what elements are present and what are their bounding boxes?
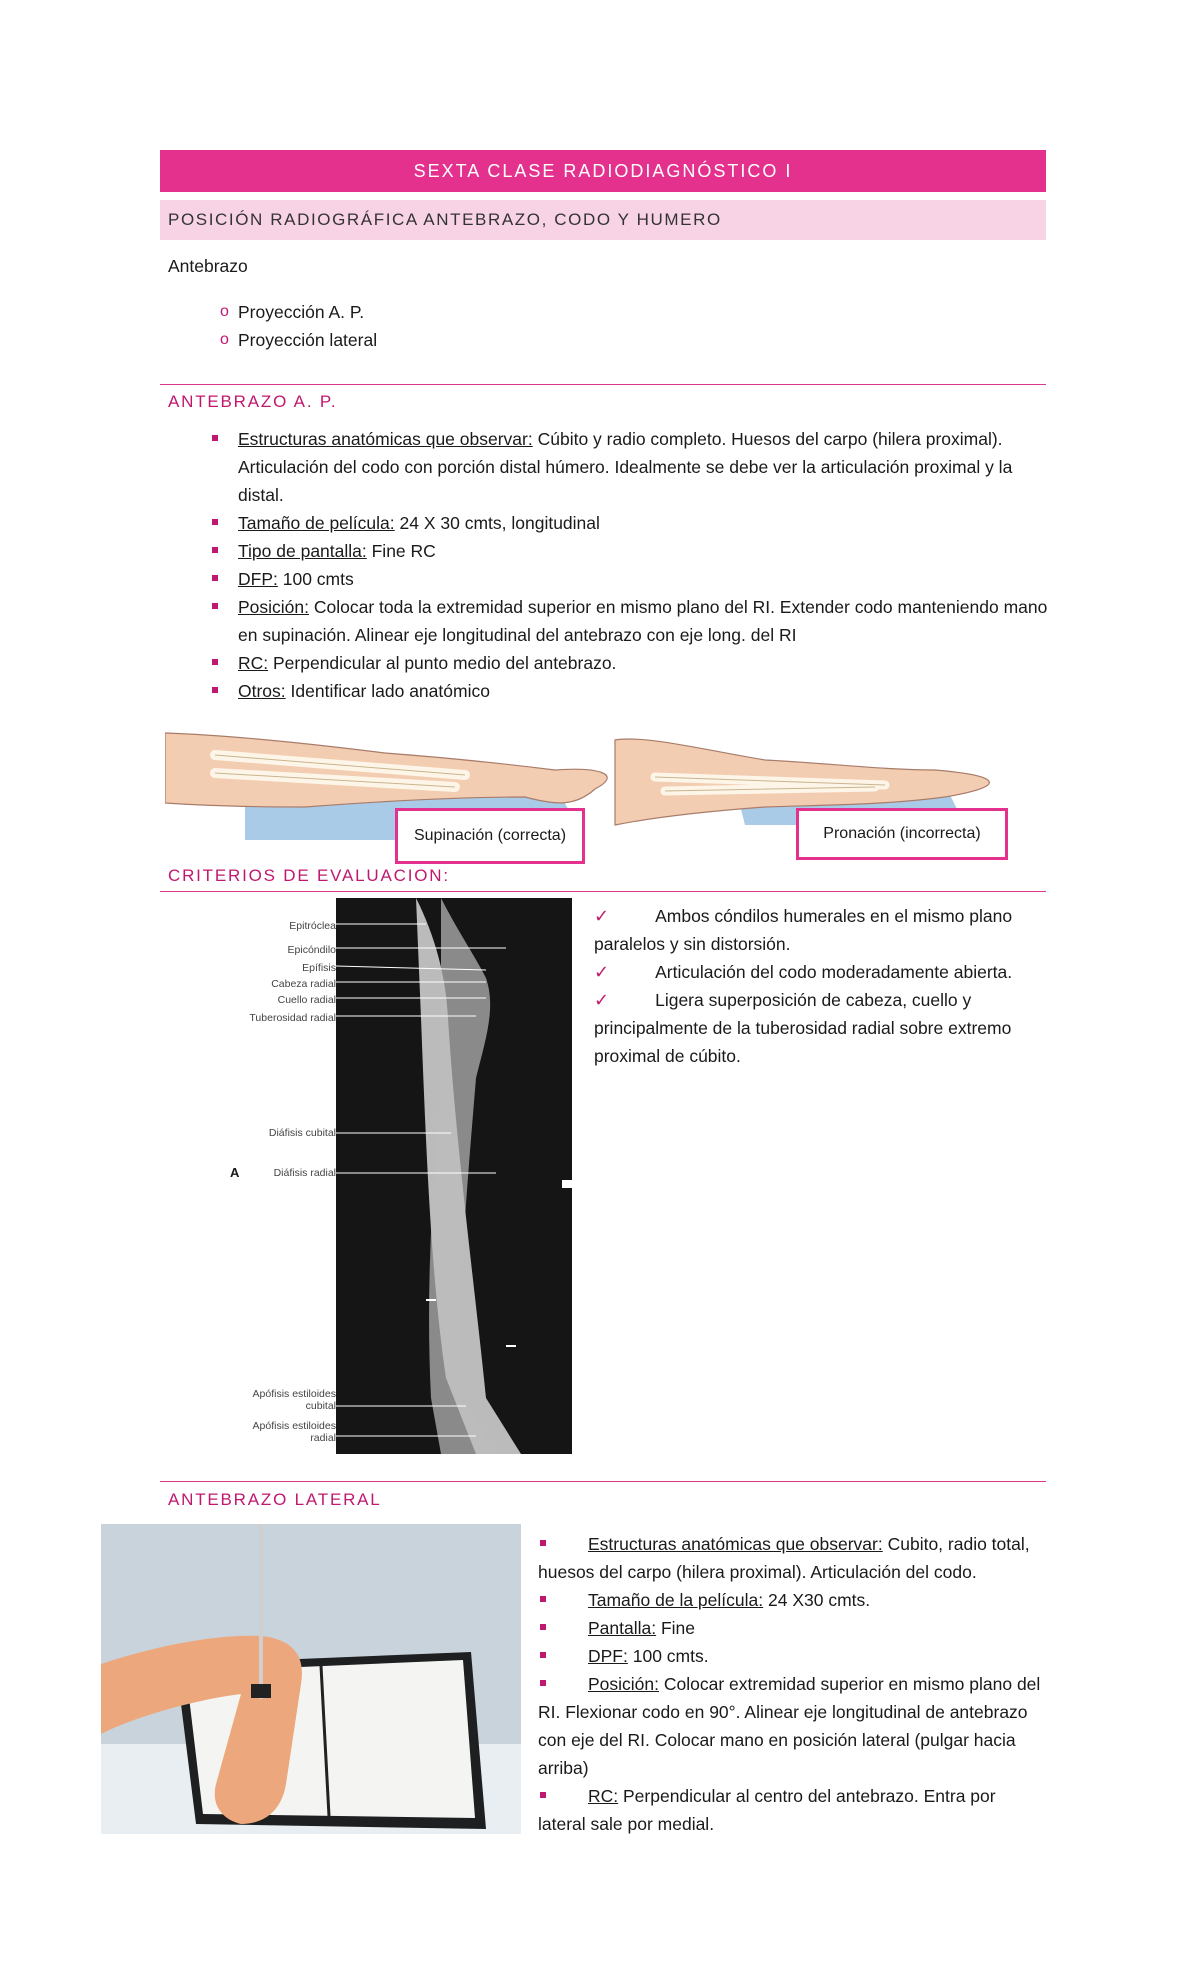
list-item: Tamaño de la película: 24 X30 cmts. bbox=[538, 1586, 1048, 1614]
xray-label: Diáfisis cubital bbox=[268, 1127, 336, 1139]
central-ray bbox=[259, 1524, 263, 1699]
lateral-position-photo bbox=[101, 1524, 521, 1834]
list-item: Posición: Colocar toda la extremidad superior en mismo plano del RI. Extender codo manteniendo mano en supinación. Alinear eje longitudinal del antebrazo con eje long. del RI bbox=[168, 593, 1048, 649]
list-item: Tamaño de película: 24 X 30 cmts, longitudinal bbox=[168, 509, 1048, 537]
xray-label: Epífisis bbox=[302, 962, 336, 974]
criteria-checklist bbox=[594, 902, 1049, 1070]
intro-list bbox=[168, 298, 968, 354]
forearm-xray bbox=[336, 898, 572, 1454]
label-supination: Supinación (correcta) bbox=[395, 808, 585, 864]
list-item: Posición: Colocar extremidad superior en mismo plano del RI. Flexionar codo en 90°. Alinear eje longitudinal de antebrazo con eje del RI. Colocar mano en posición lateral (pulgar hacia arriba) bbox=[538, 1674, 1041, 1778]
check-item: ✓ Ambos cóndilos humerales en el mismo plano paralelos y sin distorsión. bbox=[594, 906, 1013, 954]
section-heading-lateral: ANTEBRAZO LATERAL bbox=[168, 1490, 382, 1509]
list-item: o Proyección A. P. bbox=[220, 302, 365, 322]
list-item: Pantalla: Fine bbox=[538, 1614, 1048, 1642]
xray-label: Cabeza radial bbox=[271, 978, 336, 990]
xray-label: Apófisis estiloides cubital bbox=[252, 1388, 336, 1412]
xray-label: Tuberosidad radial bbox=[249, 1012, 336, 1024]
section-divider bbox=[160, 1481, 1046, 1482]
section-divider bbox=[160, 384, 1046, 385]
xray-label: Epitróclea bbox=[289, 920, 336, 932]
xray-figure-letter: A bbox=[230, 1165, 240, 1180]
list-item: Estructuras anatómicas que observar: Cúbito y radio completo. Huesos del carpo (hilera proximal). Articulación del codo con porción distal húmero. Idealmente se debe ver la articulación proximal y la distal. bbox=[168, 425, 1048, 509]
list-item: Otros: Identificar lado anatómico bbox=[168, 677, 1048, 705]
list-item: DPF: 100 cmts. bbox=[538, 1642, 1048, 1670]
section-heading-criteria: CRITERIOS DE EVALUACION: bbox=[168, 866, 450, 885]
xray-label: Cuello radial bbox=[277, 994, 336, 1006]
section-heading-ap: ANTEBRAZO A. P. bbox=[168, 392, 338, 411]
list-item: Tipo de pantalla: Fine RC bbox=[168, 537, 1048, 565]
section-divider bbox=[160, 891, 1046, 892]
intro-label: Antebrazo bbox=[168, 256, 248, 276]
lateral-list bbox=[538, 1530, 1048, 1838]
page-title: SEXTA CLASE RADIODIAGNÓSTICO I bbox=[160, 150, 1046, 192]
page-subtitle: POSICIÓN RADIOGRÁFICA ANTEBRAZO, CODO Y HUMERO bbox=[160, 200, 1046, 240]
xray-label: Epicóndilo bbox=[287, 944, 336, 956]
list-item: Estructuras anatómicas que observar: Cubito, radio total, huesos del carpo (hilera proximal). Articulación del codo. bbox=[538, 1534, 1030, 1582]
checkmark-icon: ✓ bbox=[594, 990, 610, 1010]
xray-label: Apófisis estiloides radial bbox=[252, 1420, 336, 1444]
check-item: ✓ Ligera superposición de cabeza, cuello y principalmente de la tuberosidad radial sobre extremo proximal de cúbito. bbox=[594, 990, 1012, 1066]
list-item: o Proyección lateral bbox=[220, 330, 378, 350]
xray-label: Diáfisis radial bbox=[273, 1167, 336, 1179]
list-item: RC: Perpendicular al punto medio del antebrazo. bbox=[168, 649, 1048, 677]
ap-list bbox=[168, 425, 1048, 705]
list-item: RC: Perpendicular al centro del antebrazo. Entra por lateral sale por medial. bbox=[538, 1786, 996, 1834]
label-pronation: Pronación (incorrecta) bbox=[796, 808, 1008, 860]
check-item: ✓ Articulación del codo moderadamente abierta. bbox=[594, 962, 1013, 982]
checkmark-icon: ✓ bbox=[594, 962, 610, 982]
checkmark-icon: ✓ bbox=[594, 906, 610, 926]
list-item: DFP: 100 cmts bbox=[168, 565, 1048, 593]
